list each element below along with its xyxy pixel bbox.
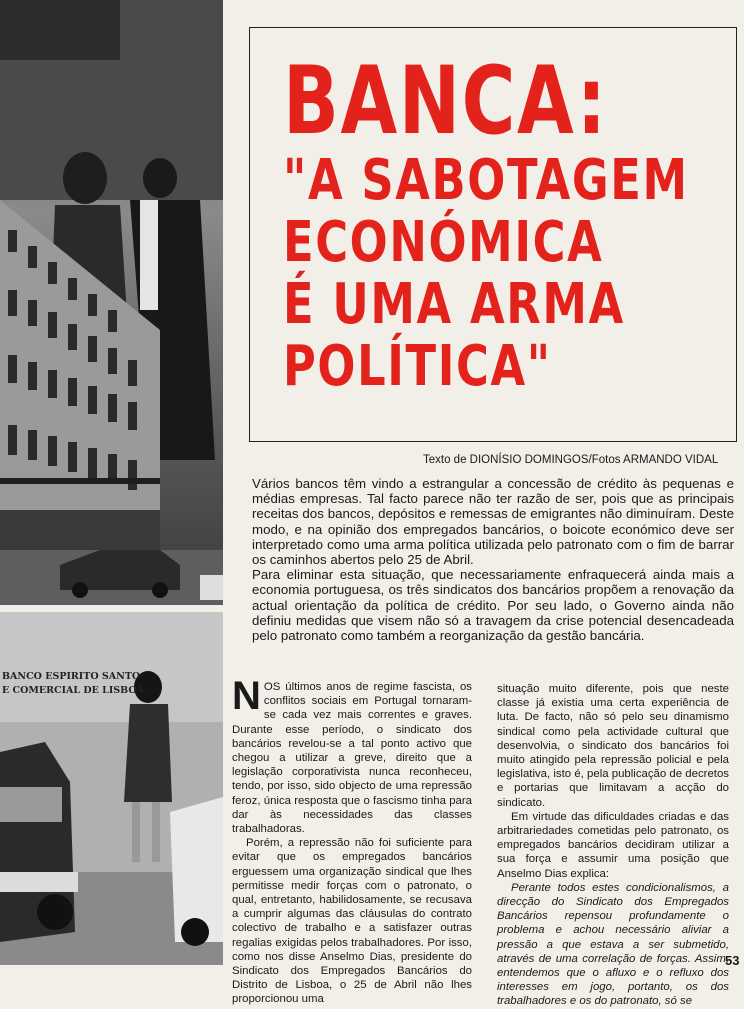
drop-cap: N xyxy=(232,674,261,718)
body-left-paragraph-1-text: OS últimos anos de regime fascista, os conflitos sociais em Portugal tornaram-se cada vez mais correntes e graves. Durante esse período, o sindicato dos bancários revelou-se a tal ponto activo que chegou a utilizar a greve, direito que a legislação corporativista nunca reconheceu, tendo, por isso, sido objecto de uma repressão feroz, única resposta que o fascismo tinha para dar às necessidades das classes trabalhadoras. xyxy=(232,681,472,836)
body-column-left xyxy=(232,674,472,1007)
photo-street-scene xyxy=(0,612,223,965)
lead-paragraph-1: Vários bancos têm vindo a estrangular a concessão de crédito às pequenas e médias empresas. Tal facto parece não ter razão de ser, pois que as principais receitas dos bancos, depósitos e remessas de emigrantes não diminuíram. Deste modo, e na opinião dos empregados bancários, o boicote económico deve ser interpretado como uma arma política utilizada pelo patronato com o fim de barrar os caminhos abertos pelo 25 de Abril. xyxy=(252,476,734,568)
byline-credit: Texto de DIONÍSIO DOMINGOS/Fotos ARMANDO VIDAL xyxy=(423,454,719,466)
lead-section xyxy=(252,476,734,643)
headline-subtitle-line-1: "A SABOTAGEM xyxy=(283,148,689,213)
body-right-paragraph-1: situação muito diferente, pois que neste classe já existia uma certa experiência de luta. De facto, não só pelo seu dinamismo sindical como pela actividade cultural que desenvolvia, o sindicato dos bancários foi muito atingido pela repressão policial e pela legislativa, isto é, pela publicação de decretos e portarias que limitavam a acção do sindicato. xyxy=(497,683,729,809)
bank-sign-line-2: E COMERCIAL DE LISBOA xyxy=(2,685,145,696)
headline-subtitle-line-2: ECONÓMICA xyxy=(283,210,604,275)
headline-subtitle-line-3: É UMA ARMA xyxy=(283,272,625,337)
body-right-quote: Perante todos estes condicionalismos, a direcção do Sindicato dos Empregados Bancários repensou profundamente o problema e achou necessário aliviar a pressão a que estava a ser submetido, através de uma correlação de forças. Assim, entendemos que o afluxo e o refluxo dos interesses em jogo, portanto, os dos trabalhadores e os do patronato, só se xyxy=(497,881,729,1008)
body-left-paragraph-1 xyxy=(232,674,472,836)
page-number: 53 xyxy=(725,953,740,968)
lead-paragraph-2: Para eliminar esta situação, que necessariamente enfraquecerá ainda mais a economia portuguesa, os três sindicatos dos bancários propõem a renovação da actual orientação da política de crédito. Por seu lado, o Governo ainda não definiu medidas que visem não só a travagem da crise potencial desencadeada pelo patronato como também a reorganização da gestão bancária. xyxy=(252,567,734,644)
photo-bank-building xyxy=(0,0,223,605)
headline-subtitle-line-4: POLÍTICA" xyxy=(283,334,552,399)
body-left-paragraph-2: Porém, a repressão não foi suficiente para evitar que os empregados bancários erguessem uma organização sindical que lhes permitisse medir forças com o patronato, o qual, entretanto, habilidosamente, se recusava a cumprir algumas das cláusulas do contrato colectivo de trabalho e a satisfazer outras regalias exigidas pelos trabalhadores. Por isso, como nos disse Anselmo Dias, presidente do Sindicato dos Empregados Bancários do Distrito de Lisboa, o 25 de Abril não lhes proporcionou uma xyxy=(232,837,472,1006)
photo-bank-building-illustration xyxy=(0,0,223,605)
body-column-right xyxy=(497,682,729,1009)
body-right-paragraph-2: Em virtude das dificuldades criadas e das arbitrariedades cometidas pelo patronato, os empregados bancários decidiram utilizar a sua força e assumir uma posição que Anselmo Dias explica: xyxy=(497,810,729,880)
bank-sign-line-1: BANCO ESPIRITO SANTO xyxy=(2,671,141,682)
bank-sign xyxy=(2,670,144,698)
headline-subtitle xyxy=(283,150,689,398)
headline-main: BANCA: xyxy=(283,47,608,156)
photo-street-illustration xyxy=(0,612,223,965)
